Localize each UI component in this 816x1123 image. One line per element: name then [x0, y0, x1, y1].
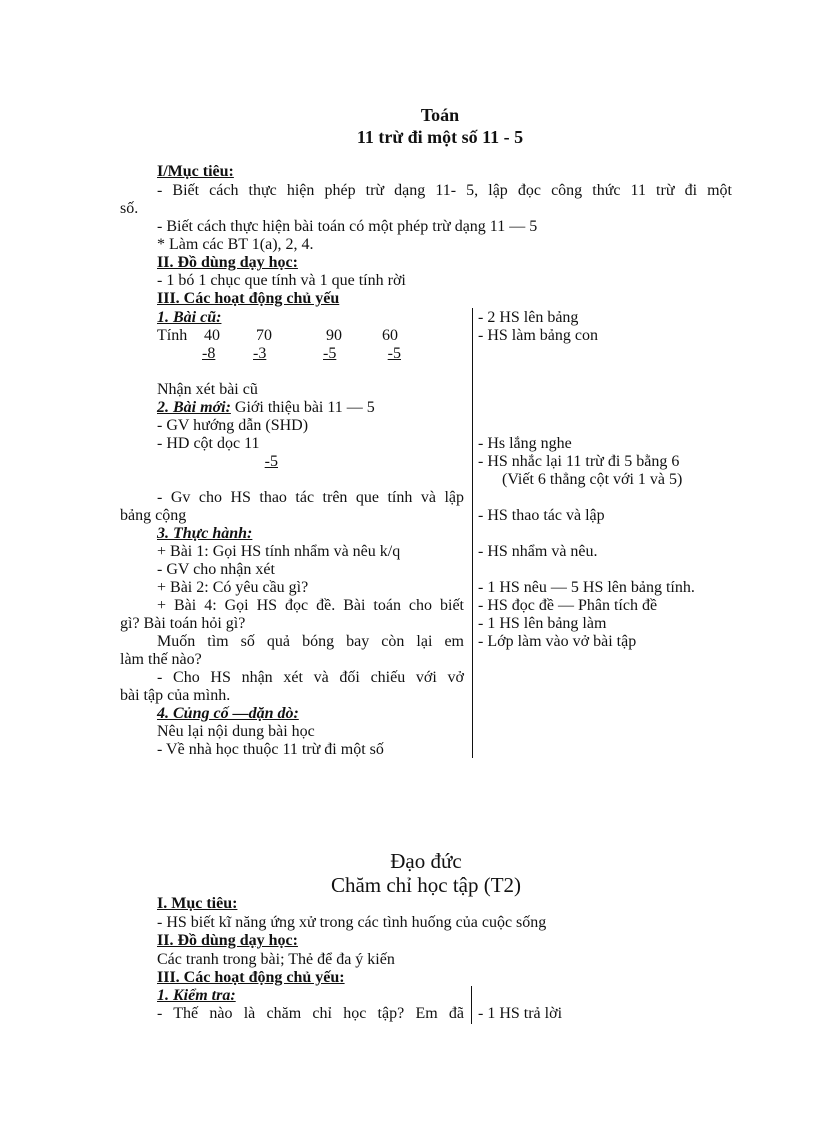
tinh-bottom-4: -5	[387, 345, 401, 362]
lesson1-objective-2: - Biết cách thực hiện bài toán có một phép trừ dạng 11 — 5	[157, 218, 538, 235]
bai-4-cont: gì? Bài toán hỏi gì?	[120, 615, 246, 632]
neu-lai: Nêu lại nội dung bài học	[157, 723, 315, 740]
right-note-1: - 2 HS lên bảng	[478, 309, 579, 326]
bai-2: + Bài 2: Có yêu cầu gì?	[157, 579, 309, 596]
cho-hs-nhan-xet-cont: bài tập của mình.	[120, 687, 231, 704]
lesson2-kiem-tra-question: - Thế nào là chăm chỉ học tập? Em đã	[157, 1005, 464, 1022]
lesson1-subject: Toán	[420, 105, 460, 125]
cung-co-heading: 4. Củng cố —dặn dò:	[157, 705, 299, 722]
lesson1-title: 11 trừ đi một số 11 - 5	[356, 127, 524, 147]
right-note-9: - 1 HS lên bảng làm	[478, 615, 607, 632]
lesson2-kiem-tra-response: - 1 HS trả lời	[478, 1005, 563, 1022]
right-note-4: - HS nhắc lại 11 trừ đi 5 bằng 6	[478, 453, 680, 470]
bai-moi-line	[157, 399, 375, 417]
tinh-top-3: 90	[326, 327, 342, 344]
gv-nhan-xet: - GV cho nhận xét	[157, 561, 275, 578]
ve-nha: - Về nhà học thuộc 11 trừ đi một số	[157, 741, 384, 758]
hd-cot-doc-sub: -5	[264, 453, 278, 470]
tinh-bottom-1: -8	[202, 345, 216, 362]
lesson2-objectives-heading: I. Mục tiêu:	[157, 895, 238, 912]
lesson1-objectives-heading: I/Mục tiêu:	[157, 163, 234, 180]
right-note-3: - Hs lắng nghe	[478, 435, 572, 452]
lesson2-materials-line: Các tranh trong bài; Thẻ để đa ý kiến	[157, 951, 395, 968]
lesson2-kiem-tra-heading: 1. Kiểm tra:	[157, 987, 236, 1004]
tinh-top-1: 40	[204, 327, 220, 344]
bai-moi-heading: 2. Bài mới:	[157, 399, 231, 416]
lesson2-column-divider	[471, 986, 472, 1024]
muon-tim: Muốn tìm số quả bóng bay còn lại em	[157, 633, 464, 650]
nhan-xet-bai-cu: Nhận xét bài cũ	[157, 381, 258, 398]
tinh-label: Tính	[157, 327, 188, 344]
column-divider	[472, 308, 473, 758]
tinh-top-4: 60	[382, 327, 398, 344]
lesson2-objective-1: - HS biết kĩ năng ứng xử trong các tình huống của cuộc sống	[157, 914, 547, 931]
right-note-8: - HS đọc đề — Phân tích đề	[478, 597, 658, 614]
right-note-4-cont: (Viết 6 thẳng cột với 1 và 5)	[502, 471, 683, 488]
cho-hs-nhan-xet: - Cho HS nhận xét và đối chiếu với vở	[157, 669, 464, 686]
lesson2-materials-heading: II. Đồ dùng dạy học:	[157, 932, 298, 949]
right-note-7: - 1 HS nêu — 5 HS lên bảng tính.	[478, 579, 695, 596]
tinh-top-2: 70	[256, 327, 272, 344]
muon-tim-cont: làm thế nào?	[120, 651, 202, 668]
lesson1-activities-heading: III. Các hoạt động chủ yếu	[157, 290, 340, 307]
lesson1-objective-3: * Làm các BT 1(a), 2, 4.	[157, 236, 314, 253]
bai-4: + Bài 4: Gọi HS đọc đề. Bài toán cho biết	[157, 597, 464, 614]
lesson1-objective-1-cont: số.	[120, 200, 139, 217]
lesson1-materials-heading: II. Đồ dùng dạy học:	[157, 254, 298, 271]
lesson2-activities-heading: III. Các hoạt động chủ yếu:	[157, 969, 345, 986]
tinh-bottom-2: -3	[253, 345, 267, 362]
gv-thao-tac: - Gv cho HS thao tác trên que tính và lập	[157, 489, 464, 506]
bai-1: + Bài 1: Gọi HS tính nhẩm và nêu k/q	[157, 543, 401, 560]
lesson2-subject: Đạo đức	[390, 849, 462, 873]
bai-cu-heading: 1. Bài cũ:	[157, 309, 222, 326]
thuc-hanh-heading: 3. Thực hành:	[157, 525, 253, 542]
right-note-6: - HS nhẩm và nêu.	[478, 543, 598, 560]
right-note-2: - HS làm bảng con	[478, 327, 598, 344]
lesson2-title: Chăm chỉ học tập (T2)	[330, 873, 522, 897]
gv-huong-dan: - GV hướng dẫn (SHD)	[157, 417, 309, 434]
right-note-10: - Lớp làm vào vở bài tập	[478, 633, 637, 650]
gv-thao-tac-cont: bảng cộng	[120, 507, 187, 524]
lesson1-objective-1: - Biết cách thực hiện phép trừ dạng 11- 5, lập đọc công thức 11 trừ đi một	[157, 182, 732, 199]
right-note-5: - HS thao tác và lập	[478, 507, 605, 524]
lesson1-materials-line: - 1 bó 1 chục que tính và 1 que tính rời	[157, 272, 406, 289]
tinh-bottom-3: -5	[323, 345, 337, 362]
hd-cot-doc: - HD cột dọc 11	[157, 435, 260, 452]
bai-moi-intro: Giới thiệu bài 11 — 5	[230, 399, 375, 416]
